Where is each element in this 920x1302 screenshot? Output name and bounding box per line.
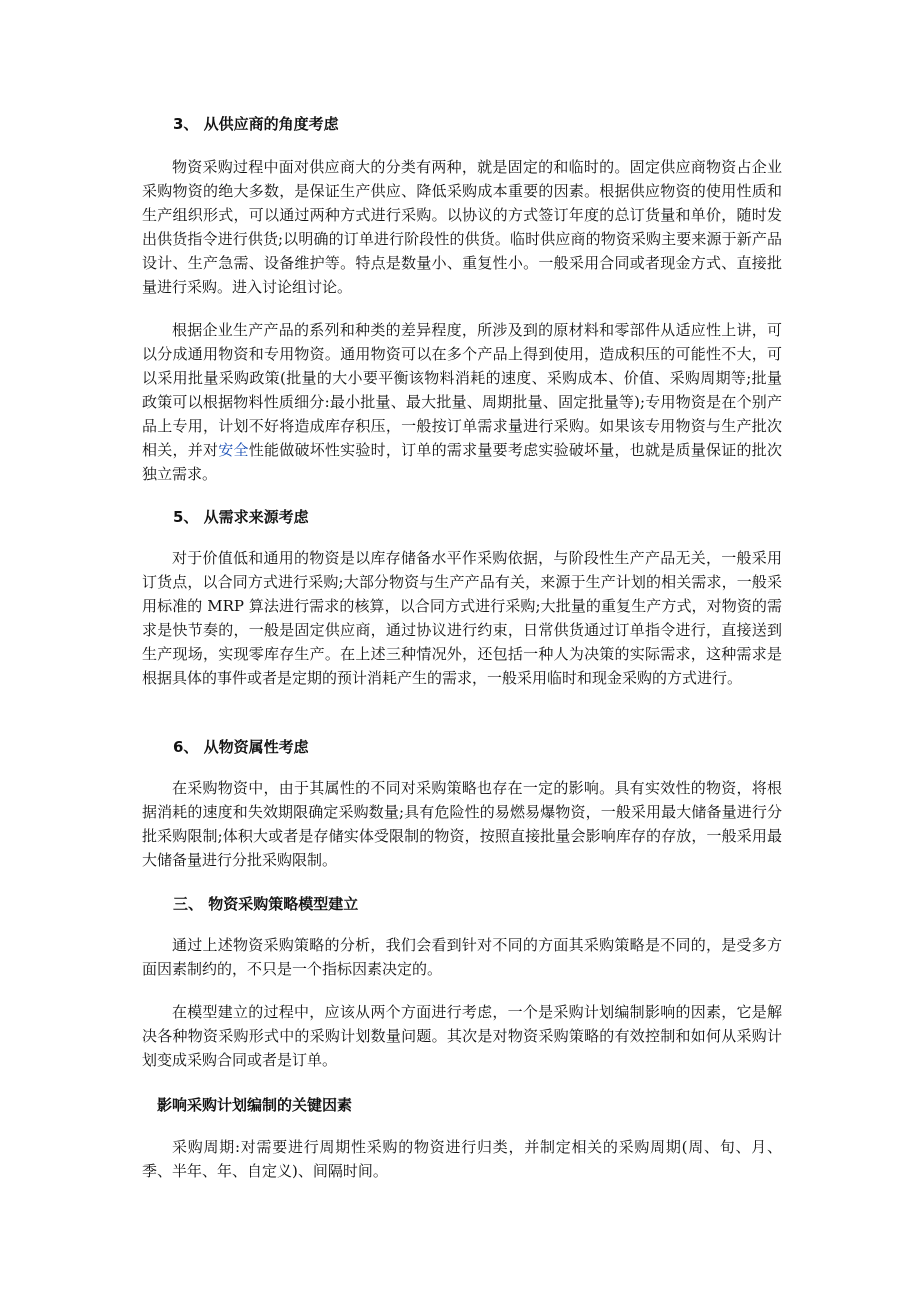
paragraph-purchase-cycle: 采购周期:对需要进行周期性采购的物资进行归类，并制定相关的采购周期(周、旬、月、季、半年、年、自定义)、间隔时间。	[142, 1138, 782, 1180]
paragraph-model-intro: 通过上述物资采购策略的分析，我们会看到针对不同的方面其采购策略是不同的，是受多方面因素制约的，不只是一个指标因素决定的。	[142, 936, 782, 978]
safety-link[interactable]: 安全	[218, 441, 249, 459]
paragraph-demand-source: 对于价值低和通用的物资是以库存储备水平作采购依据，与阶段性生产产品无关，一般采用订货点，以合同方式进行采购;大部分物资与生产产品有关，来源于生产计划的相关需求，一般采用标准的 MRP 算法进行需求的核算，以合同方式进行采购;大批量的重复生产方式，对物资的需求是快节奏的，一般是固定供应商，通过协议进行约束，日常供货通过订单指令进行，直接送到生产现场，实现零库存生产。在上述三种情况外，还包括一种人为决策的实际需求，这种需求是根据具体的事件或者是定期的预计消耗产生的需求，一般采用临时和现金采购的方式进行。	[142, 549, 782, 687]
section-heading-model: 三、 物资采购策略模型建立	[173, 895, 359, 913]
paragraph-model-process: 在模型建立的过程中，应该从两个方面进行考虑，一个是采购计划编制影响的因素，它是解决各种物资采购形式中的采购计划数量问题。其次是对物资采购策略的有效控制和如何从采购计划变成采购合同或者是订单。	[142, 1003, 782, 1069]
section-heading-demand-source: 5、 从需求来源考虑	[173, 508, 309, 526]
section-heading-material-attribute: 6、 从物资属性考虑	[173, 738, 309, 756]
section-heading-key-factors: 影响采购计划编制的关键因素	[157, 1096, 353, 1114]
paragraph-supplier: 物资采购过程中面对供应商大的分类有两种，就是固定的和临时的。固定供应商物资占企业采购物资的绝大多数，是保证生产供应、降低采购成本重要的因素。根据供应物资的使用性质和生产组织形式，可以通过两种方式进行采购。以协议的方式签订年度的总订货量和单价，随时发出供货指令进行供货;以明确的订单进行阶段性的供货。临时供应商的物资采购主要来源于新产品设计、生产急需、设备维护等。特点是数量小、重复性小。一般采用合同或者现金方式、直接批量进行采购。进入讨论组讨论。	[142, 158, 782, 296]
paragraph-text: 性能做破坏性实验时，订单的需求量要考虑实验破坏量，也就是质量保证的批次独立需求。	[142, 441, 782, 483]
paragraph-material-types	[142, 318, 782, 486]
section-heading-supplier: 3、 从供应商的角度考虑	[173, 115, 339, 133]
paragraph-text: 根据企业生产产品的系列和种类的差异程度，所涉及到的原材料和零部件从适应性上讲，可以分成通用物资和专用物资。通用物资可以在多个产品上得到使用，造成积压的可能性不大，可以采用批量采购政策(批量的大小要平衡该物料消耗的速度、采购成本、价值、采购周期等;批量政策可以根据物料性质细分:最小批量、最大批量、周期批量、固定批量等);专用物资是在个别产品上专用，计划不好将造成库存积压，一般按订单需求量进行采购。如果该专用物资与生产批次相关，并对	[142, 321, 782, 459]
paragraph-material-attribute: 在采购物资中，由于其属性的不同对采购策略也存在一定的影响。具有实效性的物资，将根据消耗的速度和失效期限确定采购数量;具有危险性的易燃易爆物资，一般采用最大储备量进行分批采购限制;体积大或者是存储实体受限制的物资，按照直接批量会影响库存的存放，一般采用最大储备量进行分批采购限制。	[142, 779, 782, 869]
